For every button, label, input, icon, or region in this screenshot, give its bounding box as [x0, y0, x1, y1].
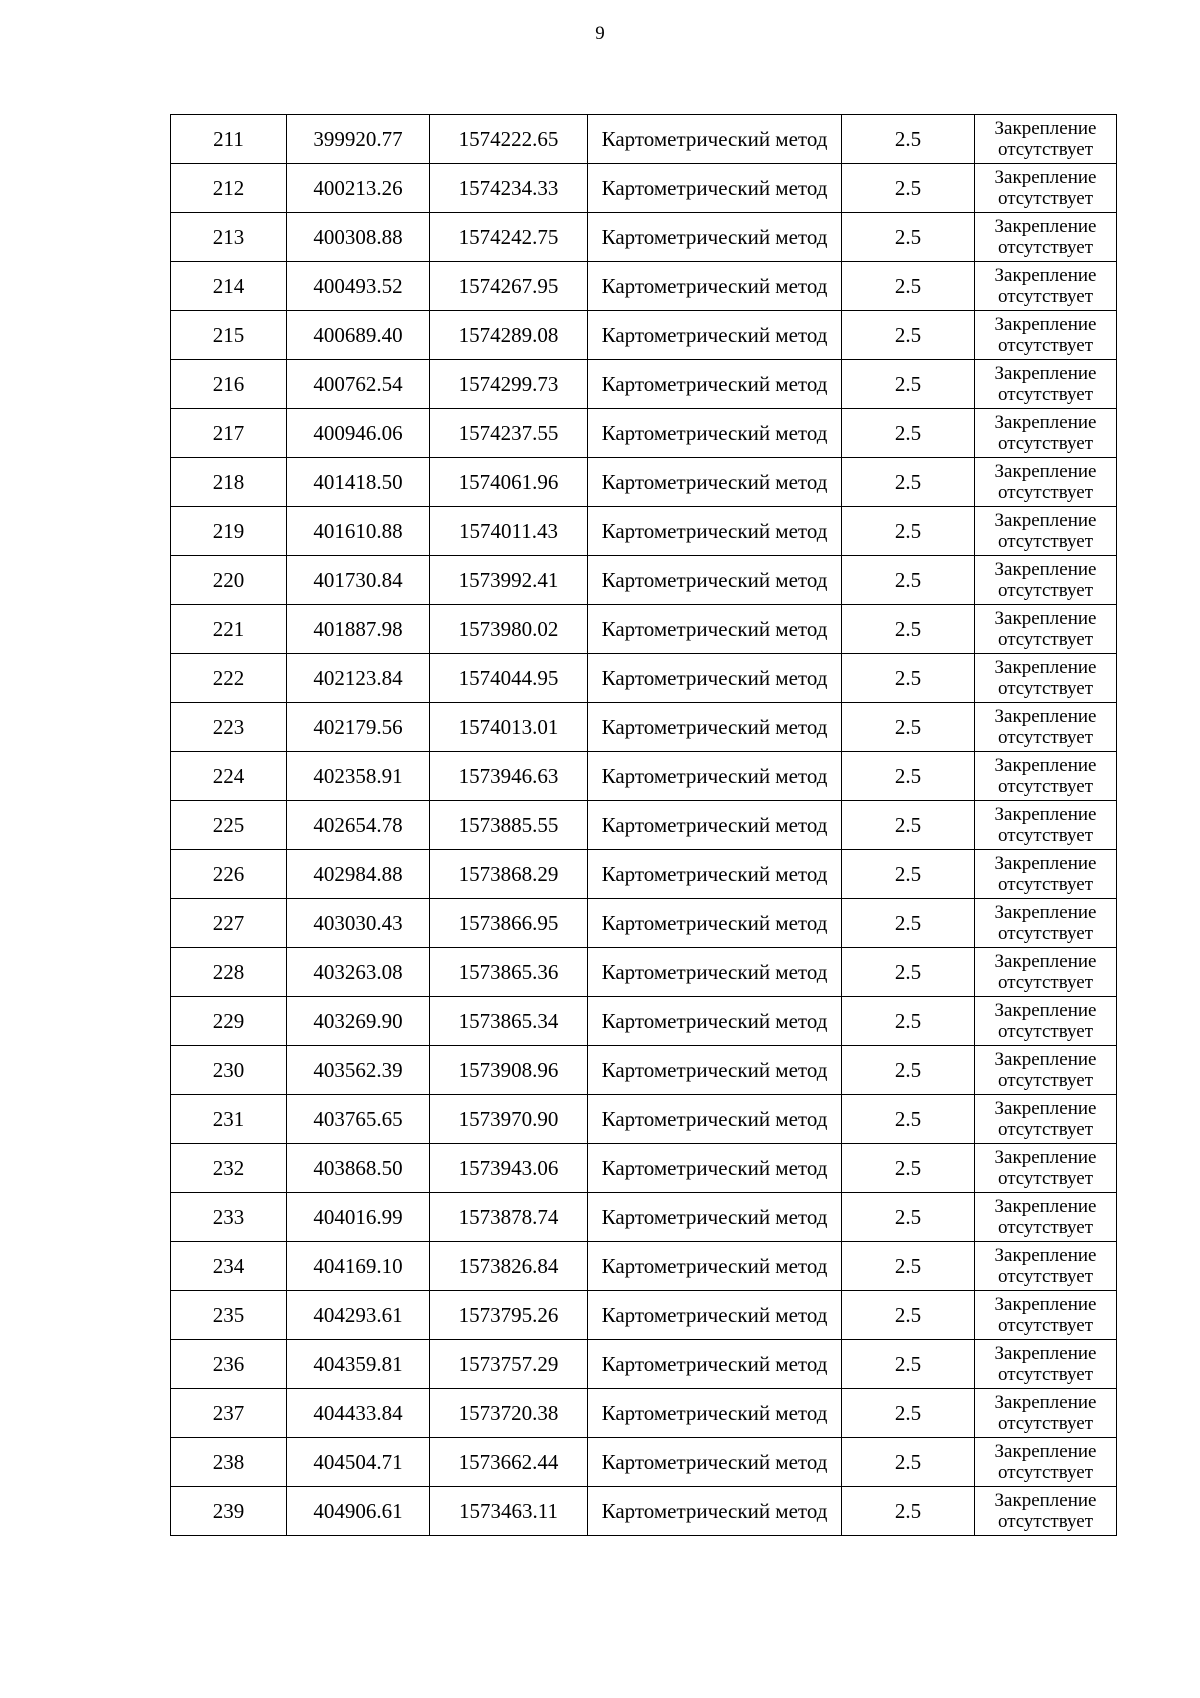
accuracy-cell: 2.5 — [842, 507, 975, 556]
method-cell: Картометрический метод — [588, 213, 842, 262]
y-coordinate-cell: 1574011.43 — [430, 507, 588, 556]
point-number-cell: 221 — [171, 605, 287, 654]
table-row — [171, 654, 1117, 703]
accuracy-cell: 2.5 — [842, 1046, 975, 1095]
fixation-cell: Закрепление отсутствует — [975, 1438, 1117, 1487]
method-cell: Картометрический метод — [588, 1095, 842, 1144]
accuracy-cell: 2.5 — [842, 1487, 975, 1536]
x-coordinate-cell: 404169.10 — [287, 1242, 430, 1291]
table-row — [171, 1340, 1117, 1389]
x-coordinate-cell: 400762.54 — [287, 360, 430, 409]
method-cell: Картометрический метод — [588, 752, 842, 801]
point-number-cell: 215 — [171, 311, 287, 360]
method-cell: Картометрический метод — [588, 1340, 842, 1389]
method-cell: Картометрический метод — [588, 1438, 842, 1487]
method-cell: Картометрический метод — [588, 1144, 842, 1193]
x-coordinate-cell: 402179.56 — [287, 703, 430, 752]
table-row — [171, 1095, 1117, 1144]
point-number-cell: 217 — [171, 409, 287, 458]
fixation-cell: Закрепление отсутствует — [975, 752, 1117, 801]
accuracy-cell: 2.5 — [842, 311, 975, 360]
x-coordinate-cell: 404293.61 — [287, 1291, 430, 1340]
accuracy-cell: 2.5 — [842, 409, 975, 458]
fixation-cell: Закрепление отсутствует — [975, 164, 1117, 213]
y-coordinate-cell: 1573662.44 — [430, 1438, 588, 1487]
table-row — [171, 458, 1117, 507]
table-row — [171, 507, 1117, 556]
accuracy-cell: 2.5 — [842, 1340, 975, 1389]
x-coordinate-cell: 402984.88 — [287, 850, 430, 899]
method-cell: Картометрический метод — [588, 1046, 842, 1095]
point-number-cell: 216 — [171, 360, 287, 409]
point-number-cell: 230 — [171, 1046, 287, 1095]
fixation-cell: Закрепление отсутствует — [975, 115, 1117, 164]
point-number-cell: 228 — [171, 948, 287, 997]
x-coordinate-cell: 404906.61 — [287, 1487, 430, 1536]
point-number-cell: 211 — [171, 115, 287, 164]
table-row — [171, 1046, 1117, 1095]
accuracy-cell: 2.5 — [842, 1144, 975, 1193]
x-coordinate-cell: 404016.99 — [287, 1193, 430, 1242]
method-cell: Картометрический метод — [588, 654, 842, 703]
method-cell: Картометрический метод — [588, 311, 842, 360]
y-coordinate-cell: 1573946.63 — [430, 752, 588, 801]
point-number-cell: 214 — [171, 262, 287, 311]
fixation-cell: Закрепление отсутствует — [975, 1046, 1117, 1095]
accuracy-cell: 2.5 — [842, 850, 975, 899]
table-row — [171, 703, 1117, 752]
y-coordinate-cell: 1573943.06 — [430, 1144, 588, 1193]
fixation-cell: Закрепление отсутствует — [975, 997, 1117, 1046]
table-row — [171, 1242, 1117, 1291]
fixation-cell: Закрепление отсутствует — [975, 1193, 1117, 1242]
table-row — [171, 1389, 1117, 1438]
method-cell: Картометрический метод — [588, 1389, 842, 1438]
fixation-cell: Закрепление отсутствует — [975, 703, 1117, 752]
accuracy-cell: 2.5 — [842, 1291, 975, 1340]
y-coordinate-cell: 1573757.29 — [430, 1340, 588, 1389]
point-number-cell: 212 — [171, 164, 287, 213]
y-coordinate-cell: 1574222.65 — [430, 115, 588, 164]
y-coordinate-cell: 1573865.34 — [430, 997, 588, 1046]
point-number-cell: 236 — [171, 1340, 287, 1389]
y-coordinate-cell: 1574299.73 — [430, 360, 588, 409]
y-coordinate-cell: 1573463.11 — [430, 1487, 588, 1536]
table-row — [171, 1487, 1117, 1536]
x-coordinate-cell: 400493.52 — [287, 262, 430, 311]
y-coordinate-cell: 1573885.55 — [430, 801, 588, 850]
accuracy-cell: 2.5 — [842, 1193, 975, 1242]
y-coordinate-cell: 1573992.41 — [430, 556, 588, 605]
y-coordinate-cell: 1573980.02 — [430, 605, 588, 654]
fixation-cell: Закрепление отсутствует — [975, 1291, 1117, 1340]
table-row — [171, 948, 1117, 997]
table-row — [171, 409, 1117, 458]
fixation-cell: Закрепление отсутствует — [975, 1144, 1117, 1193]
point-number-cell: 224 — [171, 752, 287, 801]
accuracy-cell: 2.5 — [842, 458, 975, 507]
y-coordinate-cell: 1573868.29 — [430, 850, 588, 899]
table-row — [171, 1193, 1117, 1242]
accuracy-cell: 2.5 — [842, 899, 975, 948]
x-coordinate-cell: 400689.40 — [287, 311, 430, 360]
method-cell: Картометрический метод — [588, 360, 842, 409]
fixation-cell: Закрепление отсутствует — [975, 1242, 1117, 1291]
fixation-cell: Закрепление отсутствует — [975, 899, 1117, 948]
method-cell: Картометрический метод — [588, 997, 842, 1046]
accuracy-cell: 2.5 — [842, 801, 975, 850]
point-number-cell: 229 — [171, 997, 287, 1046]
method-cell: Картометрический метод — [588, 409, 842, 458]
y-coordinate-cell: 1574242.75 — [430, 213, 588, 262]
point-number-cell: 238 — [171, 1438, 287, 1487]
accuracy-cell: 2.5 — [842, 752, 975, 801]
fixation-cell: Закрепление отсутствует — [975, 262, 1117, 311]
y-coordinate-cell: 1573878.74 — [430, 1193, 588, 1242]
accuracy-cell: 2.5 — [842, 1438, 975, 1487]
table-row — [171, 1144, 1117, 1193]
method-cell: Картометрический метод — [588, 115, 842, 164]
y-coordinate-cell: 1574013.01 — [430, 703, 588, 752]
fixation-cell: Закрепление отсутствует — [975, 1095, 1117, 1144]
table-row — [171, 997, 1117, 1046]
y-coordinate-cell: 1573795.26 — [430, 1291, 588, 1340]
fixation-cell: Закрепление отсутствует — [975, 556, 1117, 605]
point-number-cell: 231 — [171, 1095, 287, 1144]
x-coordinate-cell: 403263.08 — [287, 948, 430, 997]
x-coordinate-cell: 404359.81 — [287, 1340, 430, 1389]
table-row — [171, 556, 1117, 605]
table-row — [171, 115, 1117, 164]
x-coordinate-cell: 401730.84 — [287, 556, 430, 605]
x-coordinate-cell: 402654.78 — [287, 801, 430, 850]
accuracy-cell: 2.5 — [842, 654, 975, 703]
table-row — [171, 1291, 1117, 1340]
coordinates-table-body — [171, 115, 1117, 1536]
coordinates-table — [170, 114, 1117, 1536]
table-row — [171, 605, 1117, 654]
accuracy-cell: 2.5 — [842, 1242, 975, 1291]
x-coordinate-cell: 399920.77 — [287, 115, 430, 164]
y-coordinate-cell: 1574237.55 — [430, 409, 588, 458]
y-coordinate-cell: 1573865.36 — [430, 948, 588, 997]
y-coordinate-cell: 1574289.08 — [430, 311, 588, 360]
fixation-cell: Закрепление отсутствует — [975, 507, 1117, 556]
method-cell: Картометрический метод — [588, 899, 842, 948]
point-number-cell: 227 — [171, 899, 287, 948]
method-cell: Картометрический метод — [588, 703, 842, 752]
x-coordinate-cell: 401610.88 — [287, 507, 430, 556]
x-coordinate-cell: 400213.26 — [287, 164, 430, 213]
x-coordinate-cell: 403868.50 — [287, 1144, 430, 1193]
accuracy-cell: 2.5 — [842, 262, 975, 311]
y-coordinate-cell: 1574044.95 — [430, 654, 588, 703]
point-number-cell: 235 — [171, 1291, 287, 1340]
x-coordinate-cell: 403562.39 — [287, 1046, 430, 1095]
accuracy-cell: 2.5 — [842, 556, 975, 605]
x-coordinate-cell: 403030.43 — [287, 899, 430, 948]
method-cell: Картометрический метод — [588, 948, 842, 997]
table-row — [171, 850, 1117, 899]
y-coordinate-cell: 1573720.38 — [430, 1389, 588, 1438]
fixation-cell: Закрепление отсутствует — [975, 801, 1117, 850]
table-row — [171, 311, 1117, 360]
x-coordinate-cell: 404433.84 — [287, 1389, 430, 1438]
x-coordinate-cell: 400946.06 — [287, 409, 430, 458]
method-cell: Картометрический метод — [588, 1242, 842, 1291]
method-cell: Картометрический метод — [588, 164, 842, 213]
x-coordinate-cell: 401887.98 — [287, 605, 430, 654]
x-coordinate-cell: 402358.91 — [287, 752, 430, 801]
y-coordinate-cell: 1573866.95 — [430, 899, 588, 948]
accuracy-cell: 2.5 — [842, 1095, 975, 1144]
y-coordinate-cell: 1573908.96 — [430, 1046, 588, 1095]
fixation-cell: Закрепление отсутствует — [975, 409, 1117, 458]
accuracy-cell: 2.5 — [842, 1389, 975, 1438]
x-coordinate-cell: 401418.50 — [287, 458, 430, 507]
fixation-cell: Закрепление отсутствует — [975, 654, 1117, 703]
accuracy-cell: 2.5 — [842, 948, 975, 997]
point-number-cell: 220 — [171, 556, 287, 605]
method-cell: Картометрический метод — [588, 556, 842, 605]
fixation-cell: Закрепление отсутствует — [975, 1389, 1117, 1438]
fixation-cell: Закрепление отсутствует — [975, 458, 1117, 507]
point-number-cell: 237 — [171, 1389, 287, 1438]
y-coordinate-cell: 1574061.96 — [430, 458, 588, 507]
fixation-cell: Закрепление отсутствует — [975, 311, 1117, 360]
y-coordinate-cell: 1574234.33 — [430, 164, 588, 213]
table-row — [171, 262, 1117, 311]
point-number-cell: 218 — [171, 458, 287, 507]
table-row — [171, 801, 1117, 850]
table-row — [171, 360, 1117, 409]
point-number-cell: 213 — [171, 213, 287, 262]
point-number-cell: 234 — [171, 1242, 287, 1291]
fixation-cell: Закрепление отсутствует — [975, 948, 1117, 997]
method-cell: Картометрический метод — [588, 801, 842, 850]
point-number-cell: 225 — [171, 801, 287, 850]
point-number-cell: 222 — [171, 654, 287, 703]
accuracy-cell: 2.5 — [842, 703, 975, 752]
y-coordinate-cell: 1573970.90 — [430, 1095, 588, 1144]
method-cell: Картометрический метод — [588, 458, 842, 507]
point-number-cell: 233 — [171, 1193, 287, 1242]
y-coordinate-cell: 1573826.84 — [430, 1242, 588, 1291]
fixation-cell: Закрепление отсутствует — [975, 850, 1117, 899]
accuracy-cell: 2.5 — [842, 115, 975, 164]
method-cell: Картометрический метод — [588, 1487, 842, 1536]
method-cell: Картометрический метод — [588, 507, 842, 556]
accuracy-cell: 2.5 — [842, 997, 975, 1046]
table-row — [171, 164, 1117, 213]
fixation-cell: Закрепление отсутствует — [975, 213, 1117, 262]
x-coordinate-cell: 402123.84 — [287, 654, 430, 703]
x-coordinate-cell: 400308.88 — [287, 213, 430, 262]
table-row — [171, 213, 1117, 262]
method-cell: Картометрический метод — [588, 850, 842, 899]
accuracy-cell: 2.5 — [842, 605, 975, 654]
fixation-cell: Закрепление отсутствует — [975, 1340, 1117, 1389]
page-number: 9 — [595, 23, 605, 44]
x-coordinate-cell: 403765.65 — [287, 1095, 430, 1144]
point-number-cell: 219 — [171, 507, 287, 556]
accuracy-cell: 2.5 — [842, 360, 975, 409]
table-row — [171, 899, 1117, 948]
fixation-cell: Закрепление отсутствует — [975, 360, 1117, 409]
accuracy-cell: 2.5 — [842, 213, 975, 262]
point-number-cell: 232 — [171, 1144, 287, 1193]
table-row — [171, 752, 1117, 801]
point-number-cell: 223 — [171, 703, 287, 752]
table-row — [171, 1438, 1117, 1487]
x-coordinate-cell: 404504.71 — [287, 1438, 430, 1487]
fixation-cell: Закрепление отсутствует — [975, 605, 1117, 654]
accuracy-cell: 2.5 — [842, 164, 975, 213]
y-coordinate-cell: 1574267.95 — [430, 262, 588, 311]
point-number-cell: 226 — [171, 850, 287, 899]
point-number-cell: 239 — [171, 1487, 287, 1536]
method-cell: Картометрический метод — [588, 1193, 842, 1242]
method-cell: Картометрический метод — [588, 605, 842, 654]
x-coordinate-cell: 403269.90 — [287, 997, 430, 1046]
fixation-cell: Закрепление отсутствует — [975, 1487, 1117, 1536]
method-cell: Картометрический метод — [588, 1291, 842, 1340]
method-cell: Картометрический метод — [588, 262, 842, 311]
